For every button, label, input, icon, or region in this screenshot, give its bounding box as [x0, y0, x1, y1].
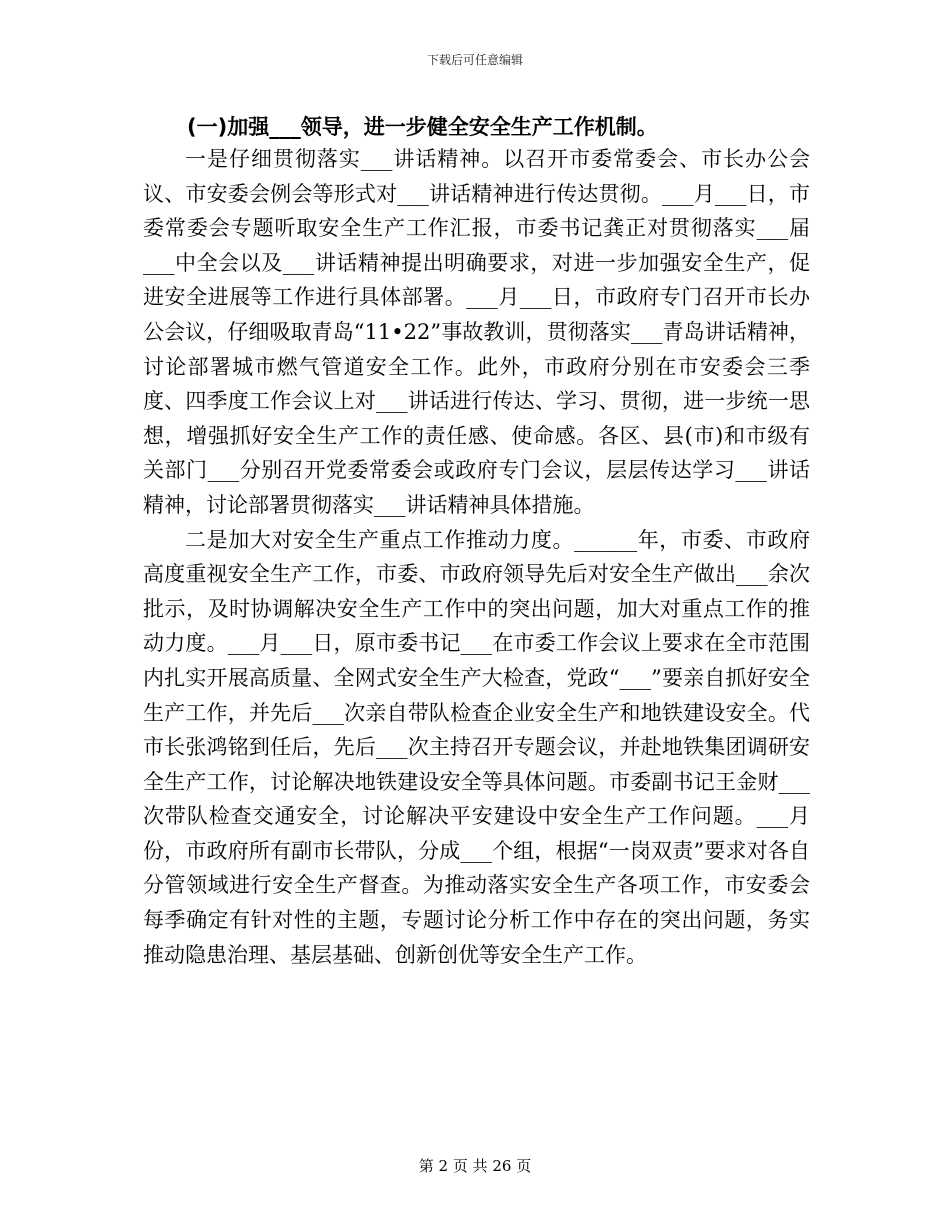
page-number: 第 2 页 共 26 页 [418, 1157, 532, 1175]
document-body [143, 112, 810, 972]
paragraph-2: 二是加大对安全生产重点工作推动力度。______年，市委、市政府高度重视安全生产工作，市委、市政府领导先后对安全生产做出___余次批示，及时协调解决安全生产工作中的突出问题，加大对重点工作的推动力度。___月___日，原市委书记___在市委工作会议上要求在全市范围内扎实开展高质量、全网式安全生产大检查，党政“___”要亲自抓好安全生产工作，并先后___次亲自带队检查企业安全生产和地铁建设安全。代市长张鸿铭到任后，先后___次主持召开专题会议，并赴地铁集团调研安全生产工作，讨论解决地铁建设安全等具体问题。市委副书记王金财___次带队检查交通安全，讨论解决平安建设中安全生产工作问题。___月份，市政府所有副市长带队，分成___个组，根据“一岗双责”要求对各自分管领域进行安全生产督查。为推动落实安全生产各项工作，市安委会每季确定有针对性的主题，专题讨论分析工作中存在的突出问题，务实推动隐患治理、基层基础、创新创优等安全生产工作。 [143, 527, 810, 967]
section-heading: (一)加强___领导，进一步健全安全生产工作机制。 [187, 115, 658, 139]
header-note: 下载后可任意编辑 [426, 53, 523, 67]
paragraph-1: 一是仔细贯彻落实___讲话精神。以召开市委常委会、市长办公会议、市安委会例会等形式对___讲话精神进行传达贯彻。___月___日，市委常委会专题听取安全生产工作汇报，市委书记龚正对贯彻落实___届___中全会以及___讲话精神提出明确要求，对进一步加强安全生产，促进安全进展等工作进行具体部署。___月___日，市政府专门召开市长办公会议，仔细吸取青岛“11•22”事故教训，贯彻落实___青岛讲话精神，讨论部署城市燃气管道安全工作。此外，市政府分别在市安委会三季度、四季度工作会议上对___讲话进行传达、学习、贯彻，进一步统一思想，增强抓好安全生产工作的责任感、使命感。各区、县(市)和市级有关部门___分别召开党委常委会或政府专门会议，层层传达学习___讲话精神，讨论部署贯彻落实___讲话精神具体措施。 [143, 147, 810, 517]
